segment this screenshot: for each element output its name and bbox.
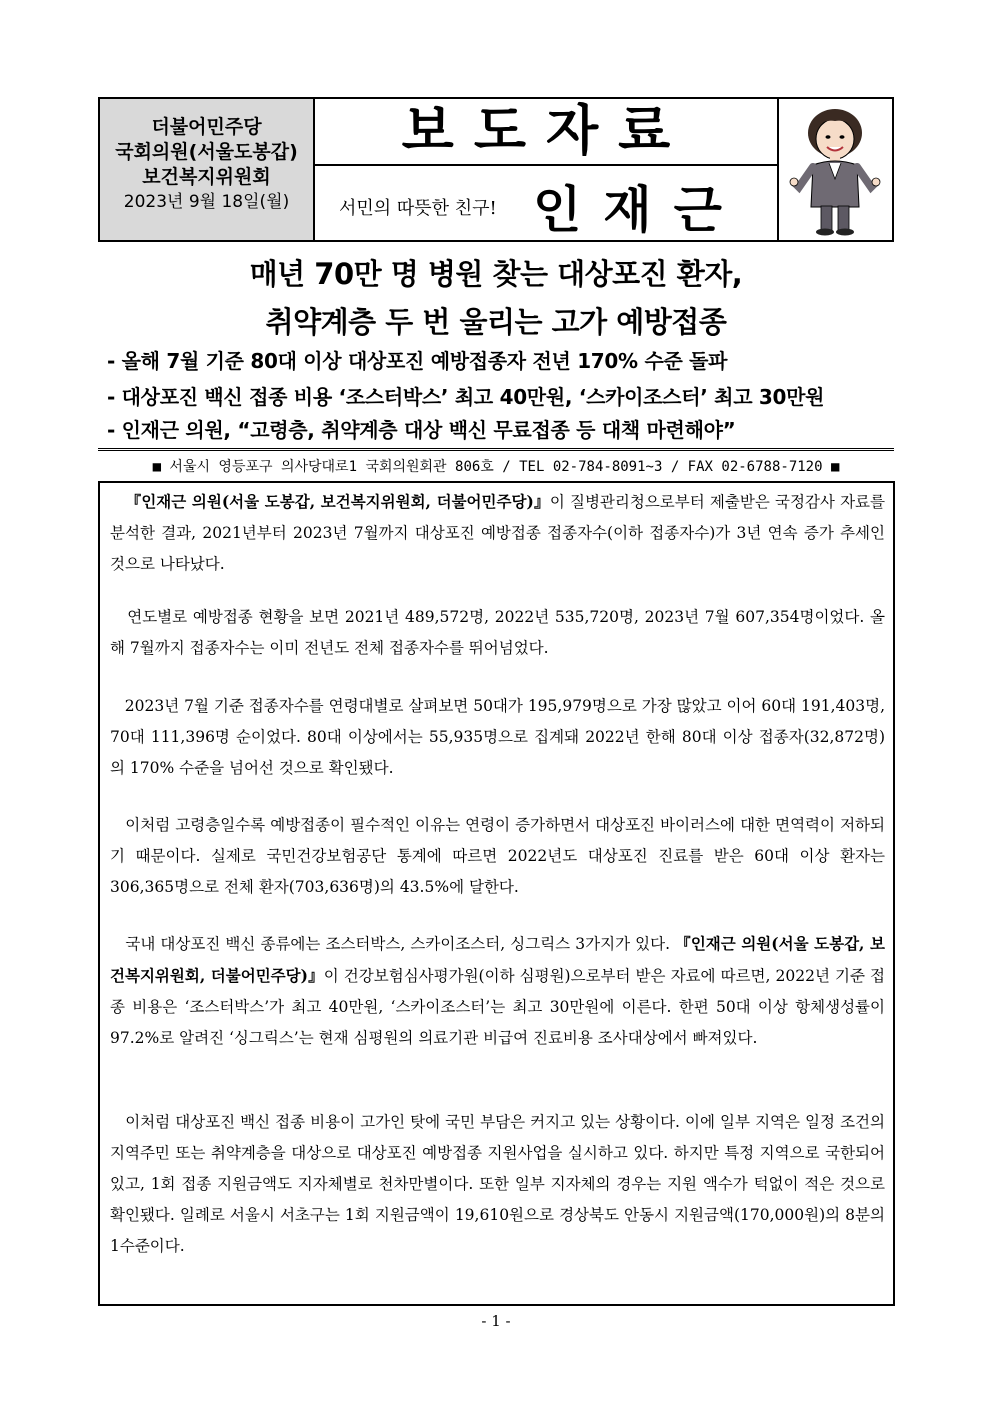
paragraph-1-text: 이 질병관리청으로부터 제출받은 국정감사 자료를 분석한 결과, 2021년부터 2023년 7월까지 대상포진 예방접종 접종자수(이하 접종자수)가 3년 연속 증가 추세인 것으로 나타났다. [110, 493, 885, 573]
committee-name: 보건복지위원회 [142, 166, 271, 188]
divider [98, 448, 894, 451]
press-release-title: 보도자료 [315, 99, 777, 166]
member-name: 인재근 [533, 181, 744, 239]
paragraph-5-text-a: 국내 대상포진 백신 종류에는 조스터박스, 스카이조스터, 싱그릭스 3가지가 있다. [125, 935, 676, 953]
header-office-info [100, 99, 315, 240]
paragraph-2-text: 연도별로 예방접종 현황을 보면 2021년 489,572명, 2022년 535,720명, 2023년 7월 607,354명이었다. 올해 7월까지 접종자수는 이미 전년도 전체 접종자수를 뛰어넘었다. [110, 608, 886, 657]
paragraph-6 [110, 1107, 885, 1262]
headline-line-2: 취약계층 두 번 울리는 고가 예방접종 [265, 305, 727, 339]
headline-line-1: 매년 70만 명 병원 찾는 대상포진 환자, [249, 257, 743, 291]
paragraph-6-text: 이처럼 대상포진 백신 접종 비용이 고가인 탓에 국민 부담은 커지고 있는 상황이다. 이에 일부 지역은 일정 조건의 지역주민 또는 취약계층을 대상으로 대상포진 예방접종 지원사업을 실시하고 있다. 하지만 특정 지역으로 국한되어 있고, 1회 접종 지원금액도 지자체별로 천차만별이다. 또한 일부 지자체의 경우는 지원 액수가 턱없이 적은 것으로 확인됐다. 일례로 서울시 서초구는 1회 지원금액이 19,610원으로 경상북도 안동시 지원금액(170,000원)의 8분의 1수준이다. [110, 1113, 885, 1255]
paragraph-5 [110, 928, 885, 1054]
subheadline-1: - 올해 7월 기준 80대 이상 대상포진 예방접종자 전년 170% 수준 돌파 [107, 349, 728, 373]
header-member-info [315, 166, 777, 240]
page-number: - 1 - [481, 1312, 511, 1330]
paragraph-3 [110, 691, 885, 784]
release-date: 2023년 9월 18일(월) [123, 192, 290, 212]
member-caricature [777, 99, 892, 240]
paragraph-3-text: 2023년 7월 기준 접종자수를 연령대별로 살펴보면 50대가 195,979명으로 가장 많았고 이어 60대 191,403명, 70대 111,396명 순이었다. 80대 이상에서는 55,935명으로 집계돼 2022년 한해 80대 이상 접종자(32,872명)의 170% 수준을 넘어선 것으로 확인됐다. [110, 697, 885, 777]
paragraph-4 [110, 810, 885, 903]
caricature-icon [779, 99, 892, 240]
paragraph-1 [110, 486, 885, 580]
party-name: 더불어민주당 [151, 116, 262, 138]
slogan: 서민의 따뜻한 친구! [339, 198, 497, 219]
press-release-header [98, 97, 894, 242]
subheadline-2: - 대상포진 백신 접종 비용 ‘조스터박스’ 최고 40만원, ‘스카이조스터’ 최고 30만원 [107, 385, 825, 409]
paragraph-5-text-b: 이 건강보험심사평가원(이하 심평원)으로부터 받은 자료에 따르면, 2022년 기준 접종 비용은 ‘조스터박스’가 최고 40만원, ‘스카이조스터’는 최고 30만원에 이른다. 한편 50대 이상 항체생성률이 97.2%로 알려진 ‘싱그릭스’는 현재 심평원의 의료기관 비급여 진료비용 조사대상에서 빠져있다. [110, 967, 885, 1047]
office-name: 국회의원(서울도봉갑) [115, 141, 298, 163]
contact-info: ■ 서울시 영등포구 의사당대로1 국회의원회관 806호 / TEL 02-784-8091~3 / FAX 02-6788-7120 ■ [152, 459, 840, 475]
paragraph-1-bold: 『인재근 의원(서울 도봉갑, 보건복지위원회, 더불어민주당)』 [125, 492, 550, 511]
paragraph-2 [110, 602, 885, 664]
paragraph-4-text: 이처럼 고령층일수록 예방접종이 필수적인 이유는 연령이 증가하면서 대상포진 바이러스에 대한 면역력이 저하되기 때문이다. 실제로 국민건강보험공단 통계에 따르면 2022년도 대상포진 진료를 받은 60대 이상 환자는 306,365명으로 전체 환자(703,636명)의 43.5%에 달한다. [110, 816, 886, 896]
paragraph-5-bold: 『인재근 의원(서울 도봉갑, 보건복지위원회, 더불어민주당)』 [110, 934, 886, 985]
article-body [98, 481, 895, 1306]
subheadline-3: - 인재근 의원, “고령층, 취약계층 대상 백신 무료접종 등 대책 마련해야” [107, 418, 736, 442]
